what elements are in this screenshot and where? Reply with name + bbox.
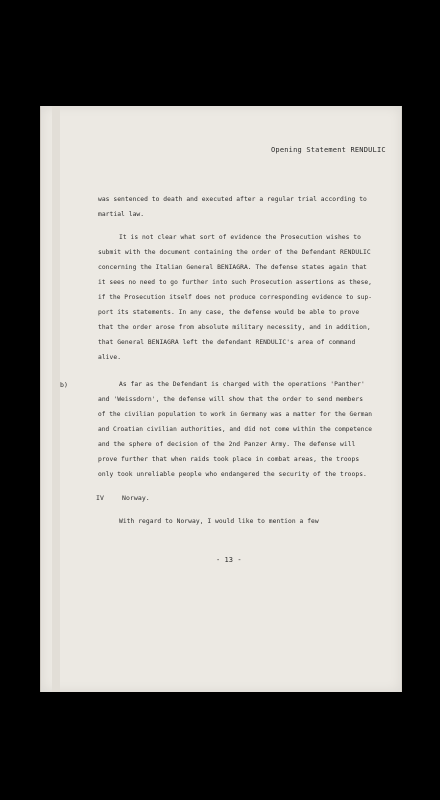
body-line: that the order arose from absolute military necessity, and in addition, [98,324,371,331]
body-line: and Croatian civilian authorities, and did not come within the competence [98,426,372,433]
body-line: that General BENIAGRA left the defendant RENDULIC's area of command [98,339,356,346]
page-edge-shadow [52,106,60,692]
body-line: As far as the Defendant is charged with the operations 'Panther' [119,381,365,388]
body-line: and 'Weissdorn', the defense will show that the order to send members [98,396,364,403]
section-title: Norway. [122,494,150,502]
section-number: IV [96,494,104,502]
margin-mark: b) [60,381,68,389]
body-line: martial law. [98,211,145,218]
page-header: Opening Statement RENDULIC [271,146,386,154]
body-line: concerning the Italian General BENIAGRA. The defense states again that [98,264,367,271]
body-line: if the Prosecution itself does not produce corresponding evidence to sup- [98,294,372,301]
page-number: - 13 - [216,556,242,564]
body-line: it sees no need to go further into such Prosecution assertions as these, [98,279,372,286]
body-line: alive. [98,354,122,361]
body-line: port its statements. In any case, the defense would be able to prove [98,309,360,316]
body-line: With regard to Norway, I would like to mention a few [119,518,319,525]
body-line: It is not clear what sort of evidence the Prosecution wishes to [119,234,361,241]
body-line: was sentenced to death and executed after a regular trial according to [98,196,367,203]
body-line: and the sphere of decision of the 2nd Panzer Army. The defense will [98,441,356,448]
body-line: prove further that when raids took place in combat areas, the troops [98,456,360,463]
body-line: submit with the document containing the order of the Defendant RENDULIC [98,249,371,256]
body-line: only took unreliable people who endangered the security of the troops. [98,471,367,478]
body-line: of the civilian population to work in Germany was a matter for the German [98,411,372,418]
